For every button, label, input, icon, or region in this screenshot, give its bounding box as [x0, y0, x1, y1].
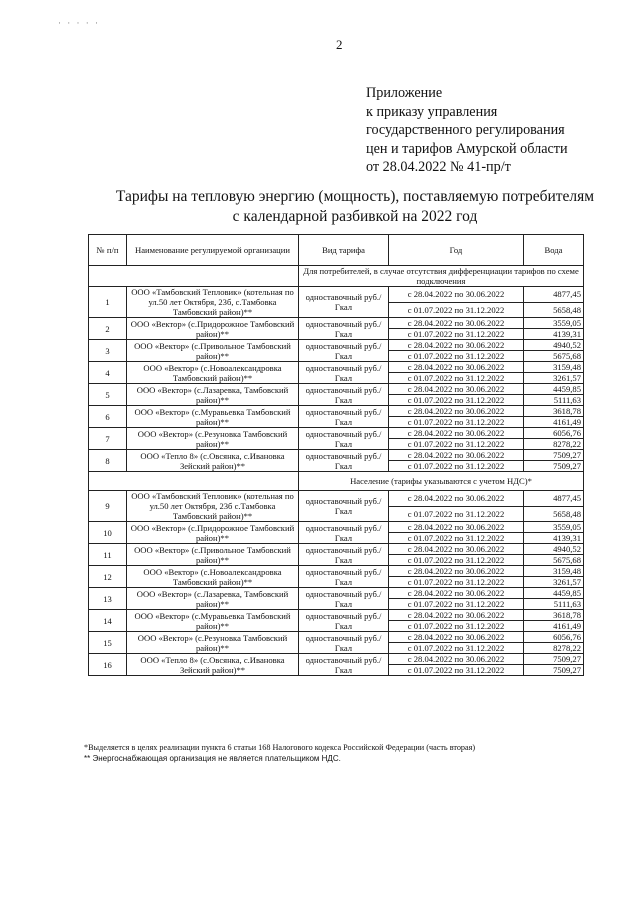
table-row: [89, 632, 584, 643]
row-number: 5: [89, 384, 127, 406]
period: с 01.07.2022 по 31.12.2022: [389, 373, 524, 384]
tariff-value: 6056,76: [524, 632, 584, 643]
period: с 01.07.2022 по 31.12.2022: [389, 351, 524, 362]
period: с 28.04.2022 по 30.06.2022: [389, 287, 524, 303]
table-row: [89, 287, 584, 303]
tariff-value: 3159,48: [524, 566, 584, 577]
tariff-type: одноставочный руб./Гкал: [299, 654, 389, 676]
period: с 01.07.2022 по 31.12.2022: [389, 395, 524, 406]
period: с 01.07.2022 по 31.12.2022: [389, 599, 524, 610]
title-line: с календарной разбивкой на 2022 год: [232, 208, 478, 225]
tariff-value: 3618,78: [524, 610, 584, 621]
footnote-1: *Выделяется в целях реализации пункта 6 статьи 168 Налогового кодекса Российской Федерации (часть вторая): [84, 743, 476, 752]
section-label: Население (тарифы указываются с учетом НДС)*: [299, 472, 584, 491]
tariff-value: 3159,48: [524, 362, 584, 373]
tariff-value: 3559,05: [524, 522, 584, 533]
tariff-table: [88, 234, 584, 676]
table-row: [89, 318, 584, 329]
period: с 28.04.2022 по 30.06.2022: [389, 428, 524, 439]
tariff-value: 5111,63: [524, 599, 584, 610]
row-number: 1: [89, 287, 127, 318]
table-row: [89, 384, 584, 395]
row-number: 15: [89, 632, 127, 654]
table-row: [89, 654, 584, 665]
tariff-type: одноставочный руб./Гкал: [299, 632, 389, 654]
table-row: [89, 450, 584, 461]
period: с 28.04.2022 по 30.06.2022: [389, 318, 524, 329]
period: с 28.04.2022 по 30.06.2022: [389, 384, 524, 395]
tariff-type: одноставочный руб./Гкал: [299, 610, 389, 632]
appendix-line: от 28.04.2022 № 41-пр/т: [366, 159, 511, 175]
tariff-value: 5111,63: [524, 395, 584, 406]
header-org: Наименование регулируемой организации: [127, 235, 299, 266]
tariff-value: 4940,52: [524, 544, 584, 555]
tariff-value: 4459,85: [524, 588, 584, 599]
table-row: [89, 522, 584, 533]
table-row: [89, 610, 584, 621]
row-number: 2: [89, 318, 127, 340]
document-title: [0, 187, 640, 227]
period: с 28.04.2022 по 30.06.2022: [389, 450, 524, 461]
tariff-type: одноставочный руб./Гкал: [299, 450, 389, 472]
period: с 01.07.2022 по 31.12.2022: [389, 665, 524, 676]
tariff-value: 4161,49: [524, 417, 584, 428]
table-row: [89, 544, 584, 555]
row-number: 16: [89, 654, 127, 676]
appendix-block: [366, 84, 568, 177]
organization-name: ООО «Вектор» (с.Резуновка Тамбовский район)**: [127, 632, 299, 654]
tariff-value: 4139,31: [524, 533, 584, 544]
tariff-type: одноставочный руб./Гкал: [299, 428, 389, 450]
organization-name: ООО «Вектор» (с.Муравьевка Тамбовский район)**: [127, 610, 299, 632]
tariff-value: 5675,68: [524, 351, 584, 362]
table-row: [89, 428, 584, 439]
tariff-type: одноставочный руб./Гкал: [299, 362, 389, 384]
organization-name: ООО «Вектор» (с.Придорожное Тамбовский район)**: [127, 522, 299, 544]
tariff-type: одноставочный руб./Гкал: [299, 522, 389, 544]
row-number: 11: [89, 544, 127, 566]
tariff-value: 5675,68: [524, 555, 584, 566]
tariff-value: 3261,57: [524, 373, 584, 384]
period: с 01.07.2022 по 31.12.2022: [389, 302, 524, 318]
appendix-line: государственного регулирования: [366, 122, 565, 138]
period: с 01.07.2022 по 31.12.2022: [389, 577, 524, 588]
tariff-value: 4161,49: [524, 621, 584, 632]
period: с 28.04.2022 по 30.06.2022: [389, 340, 524, 351]
period: с 28.04.2022 по 30.06.2022: [389, 491, 524, 507]
organization-name: ООО «Вектор» (с.Лазаревка, Тамбовский район)**: [127, 384, 299, 406]
tariff-type: одноставочный руб./Гкал: [299, 588, 389, 610]
tariff-value: 4940,52: [524, 340, 584, 351]
row-number: 6: [89, 406, 127, 428]
appendix-line: Приложение: [366, 85, 443, 101]
row-number: 12: [89, 566, 127, 588]
tariff-value: 4877,45: [524, 491, 584, 507]
period: с 28.04.2022 по 30.06.2022: [389, 362, 524, 373]
tariff-value: 4139,31: [524, 329, 584, 340]
table-header-row: [89, 235, 584, 266]
tariff-value: 4459,85: [524, 384, 584, 395]
period: с 01.07.2022 по 31.12.2022: [389, 461, 524, 472]
section-row: [89, 266, 584, 287]
row-number: 13: [89, 588, 127, 610]
row-number: 3: [89, 340, 127, 362]
tariff-value: 4877,45: [524, 287, 584, 303]
period: с 28.04.2022 по 30.06.2022: [389, 544, 524, 555]
period: с 28.04.2022 по 30.06.2022: [389, 566, 524, 577]
organization-name: ООО «Вектор» (с.Привольное Тамбовский район)**: [127, 340, 299, 362]
organization-name: ООО «Вектор» (с.Муравьевка Тамбовский район)**: [127, 406, 299, 428]
table-row: [89, 340, 584, 351]
period: с 28.04.2022 по 30.06.2022: [389, 632, 524, 643]
period: с 28.04.2022 по 30.06.2022: [389, 654, 524, 665]
organization-name: ООО «Вектор» (с.Привольное Тамбовский район)**: [127, 544, 299, 566]
organization-name: ООО «Вектор» (с.Новоалександровка Тамбовский район)**: [127, 566, 299, 588]
tariff-value: 7509,27: [524, 450, 584, 461]
section-spacer: [89, 472, 299, 491]
page-number: 2: [336, 37, 343, 52]
period: с 01.07.2022 по 31.12.2022: [389, 643, 524, 654]
section-spacer: [89, 266, 299, 287]
header-year: Год: [389, 235, 524, 266]
organization-name: ООО «Тепло 8» (с.Овсянка, с.Ивановка Зейский район)**: [127, 450, 299, 472]
scan-specks: · · · · ·: [58, 18, 100, 28]
organization-name: ООО «Вектор» (с.Новоалександровка Тамбовский район)**: [127, 362, 299, 384]
organization-name: ООО «Тепло 8» (с.Овсянка, с.Ивановка Зейский район)**: [127, 654, 299, 676]
period: с 28.04.2022 по 30.06.2022: [389, 406, 524, 417]
tariff-type: одноставочный руб./Гкал: [299, 384, 389, 406]
period: с 01.07.2022 по 31.12.2022: [389, 329, 524, 340]
table-body: [89, 266, 584, 676]
appendix-line: к приказу управления: [366, 103, 498, 120]
tariff-type: одноставочный руб./Гкал: [299, 566, 389, 588]
table-row: [89, 491, 584, 507]
table-row: [89, 588, 584, 599]
tariff-value: 3261,57: [524, 577, 584, 588]
tariff-type: одноставочный руб./Гкал: [299, 340, 389, 362]
organization-name: ООО «Вектор» (с.Лазаревка, Тамбовский район)**: [127, 588, 299, 610]
tariff-value: 7509,27: [524, 654, 584, 665]
organization-name: ООО «Тамбовский Тепловик» (котельная по ул.50 лет Октября, 23б с.Тамбовка Тамбовский район)**: [127, 491, 299, 522]
period: с 01.07.2022 по 31.12.2022: [389, 533, 524, 544]
tariff-value: 5658,48: [524, 506, 584, 522]
header-num: № п/п: [89, 235, 127, 266]
period: с 28.04.2022 по 30.06.2022: [389, 522, 524, 533]
tariff-value: 3618,78: [524, 406, 584, 417]
period: с 28.04.2022 по 30.06.2022: [389, 588, 524, 599]
tariff-value: 6056,76: [524, 428, 584, 439]
period: с 01.07.2022 по 31.12.2022: [389, 555, 524, 566]
tariff-type: одноставочный руб./Гкал: [299, 287, 389, 318]
tariff-value: 8278,22: [524, 643, 584, 654]
period: с 01.07.2022 по 31.12.2022: [389, 417, 524, 428]
organization-name: ООО «Вектор» (с.Резуновка Тамбовский район)**: [127, 428, 299, 450]
period: с 01.07.2022 по 31.12.2022: [389, 506, 524, 522]
header-water: Вода: [524, 235, 584, 266]
organization-name: ООО «Вектор» (с.Придорожное Тамбовский район)**: [127, 318, 299, 340]
organization-name: ООО «Тамбовский Тепловик» (котельная по ул.50 лет Октября, 23б, с.Тамбовка Тамбовский район)**: [127, 287, 299, 318]
section-label: Для потребителей, в случае отсутствия дифференциации тарифов по схеме подключения: [299, 266, 584, 287]
row-number: 8: [89, 450, 127, 472]
row-number: 7: [89, 428, 127, 450]
header-type: Вид тарифа: [299, 235, 389, 266]
period: с 28.04.2022 по 30.06.2022: [389, 610, 524, 621]
row-number: 4: [89, 362, 127, 384]
tariff-value: 7509,27: [524, 665, 584, 676]
row-number: 10: [89, 522, 127, 544]
tariff-value: 3559,05: [524, 318, 584, 329]
table-row: [89, 406, 584, 417]
tariff-type: одноставочный руб./Гкал: [299, 544, 389, 566]
tariff-type: одноставочный руб./Гкал: [299, 406, 389, 428]
tariff-type: одноставочный руб./Гкал: [299, 491, 389, 522]
period: с 01.07.2022 по 31.12.2022: [389, 439, 524, 450]
table-row: [89, 362, 584, 373]
footnote-2: ** Энергоснабжающая организация не является плательщиком НДС.: [84, 754, 341, 763]
tariff-value: 8278,22: [524, 439, 584, 450]
period: с 01.07.2022 по 31.12.2022: [389, 621, 524, 632]
appendix-line: цен и тарифов Амурской области: [366, 140, 568, 157]
footnotes: [84, 742, 475, 764]
row-number: 9: [89, 491, 127, 522]
title-line: Тарифы на тепловую энергию (мощность), поставляемую потребителям: [115, 188, 595, 205]
table-row: [89, 566, 584, 577]
tariff-type: одноставочный руб./Гкал: [299, 318, 389, 340]
row-number: 14: [89, 610, 127, 632]
tariff-value: 7509,27: [524, 461, 584, 472]
tariff-value: 5658,48: [524, 302, 584, 318]
section-row: [89, 472, 584, 491]
